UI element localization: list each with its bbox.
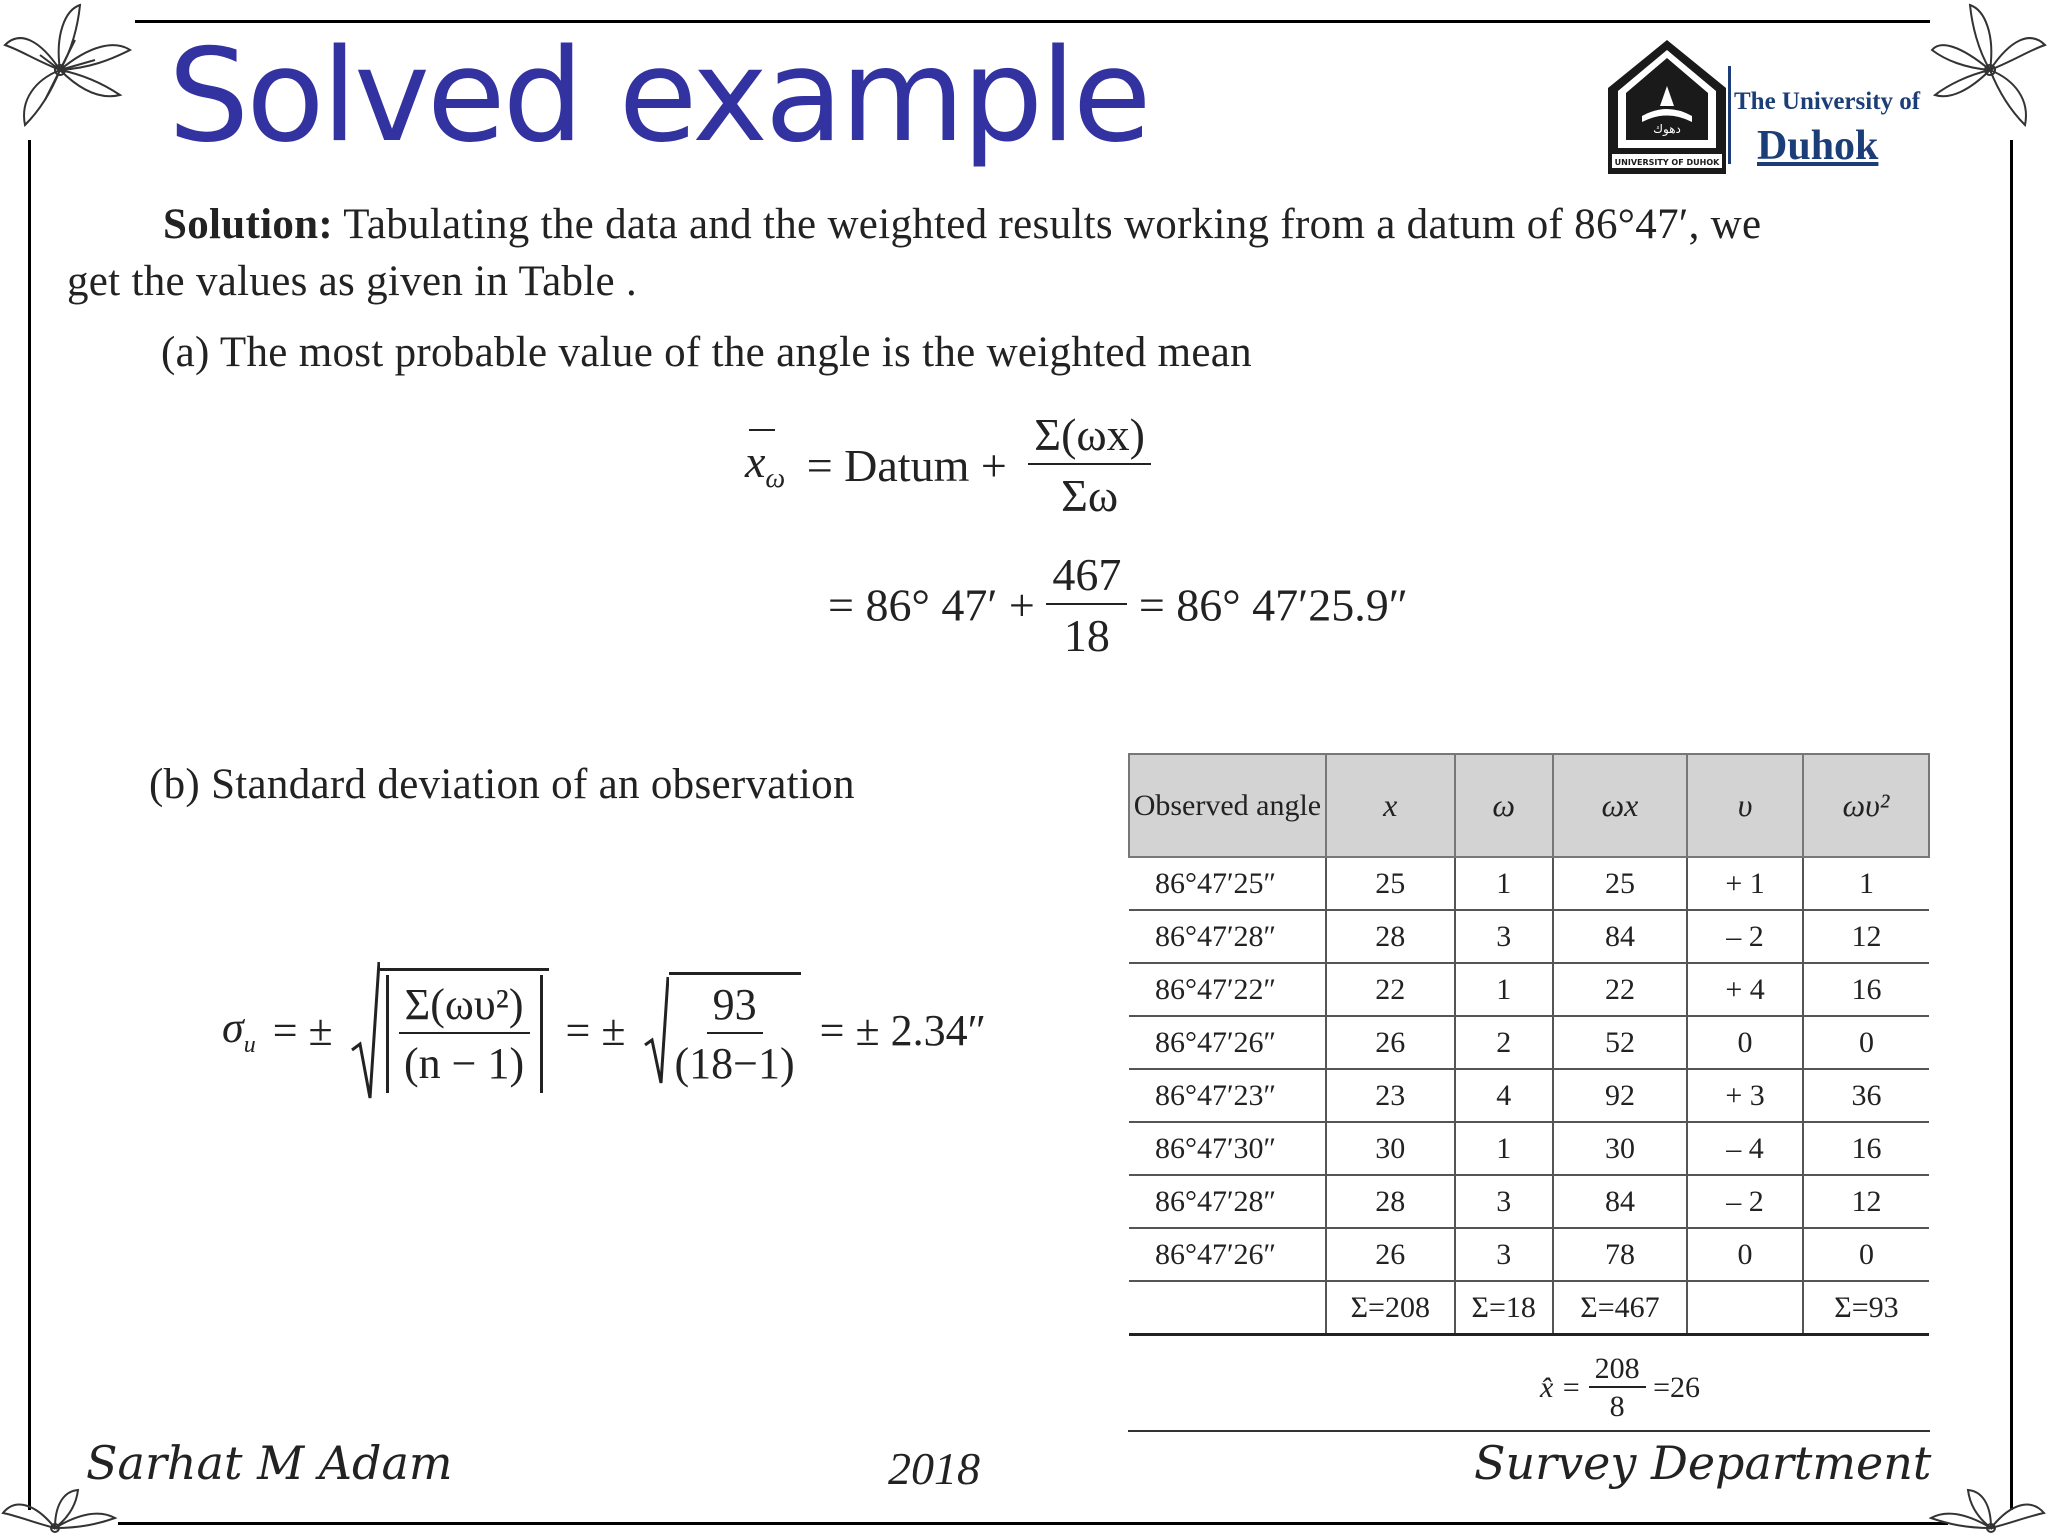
- sqrt-sign-icon-2: [643, 975, 669, 1085]
- equation-weighted-mean: [745, 408, 1151, 522]
- cell-omega-x: 84: [1553, 910, 1688, 963]
- cell-angle: 86°47′22″: [1129, 963, 1326, 1016]
- cell-omega: 4: [1455, 1069, 1553, 1122]
- equation-standard-deviation: [222, 960, 986, 1100]
- sigma-denominator: (n − 1): [404, 1038, 525, 1088]
- solution-line-2: get the values as given in Table .: [67, 258, 638, 305]
- xhat-numerator: 208: [1589, 1352, 1646, 1388]
- cell-angle: 86°47′26″: [1129, 1228, 1326, 1281]
- crest-arabic-text: دهوك: [1653, 122, 1681, 136]
- eq1-fraction: [1028, 408, 1151, 522]
- eq2-denominator: 18: [1063, 610, 1110, 661]
- cell-omega-upsilon-sq: 0: [1803, 1016, 1929, 1069]
- footer-author: Sarhat M Adam: [86, 1436, 453, 1490]
- cell-upsilon: + 1: [1687, 857, 1803, 910]
- sum-cell-omega-upsilon-sq: Σ=93: [1803, 1281, 1929, 1335]
- cell-omega: 3: [1455, 1175, 1553, 1228]
- sqrt-content-2: [669, 972, 801, 1089]
- cell-omega-x: 78: [1553, 1228, 1688, 1281]
- cell-omega-x: 84: [1553, 1175, 1688, 1228]
- header-omega-x: ωx: [1553, 754, 1688, 857]
- solution-label: Solution:: [163, 201, 333, 248]
- logo-university-of: The University of: [1734, 88, 1921, 115]
- header-omega: ω: [1455, 754, 1553, 857]
- table-row: [1129, 910, 1929, 963]
- cell-omega-upsilon-sq: 36: [1803, 1069, 1929, 1122]
- cell-x: 28: [1326, 1175, 1455, 1228]
- eq1-numerator: Σ(ωx): [1028, 408, 1151, 465]
- xhat-equation: [1540, 1352, 1700, 1424]
- sigma-fraction-2: [675, 979, 795, 1089]
- frame-right-line: [2010, 140, 2013, 1510]
- logo-duhok: Duhok: [1757, 123, 1879, 169]
- cell-omega: 1: [1455, 963, 1553, 1016]
- cell-upsilon: + 3: [1687, 1069, 1803, 1122]
- table-row: [1129, 963, 1929, 1016]
- sum-cell-angle: [1129, 1281, 1326, 1335]
- slide-title: Solved example: [168, 22, 1149, 171]
- cell-upsilon: 0: [1687, 1016, 1803, 1069]
- xhat-fraction: [1589, 1352, 1646, 1424]
- cell-angle: 86°47′26″: [1129, 1016, 1326, 1069]
- lily-flower-icon-top-left: [0, 0, 135, 140]
- frame-left-line: [28, 140, 31, 1510]
- solution-line-1: [163, 196, 1761, 253]
- cell-angle: 86°47′28″: [1129, 1175, 1326, 1228]
- header-observed-angle: Observed angle: [1129, 754, 1326, 857]
- logo-divider: [1728, 66, 1731, 164]
- eq1-overbar: [749, 429, 775, 431]
- header-upsilon: υ: [1687, 754, 1803, 857]
- cell-omega-upsilon-sq: 12: [1803, 1175, 1929, 1228]
- lily-flower-icon-bottom-right: [1926, 1488, 2048, 1536]
- table-header-row: [1129, 754, 1929, 857]
- eq1-xbar: $x_\omega$: [745, 435, 785, 495]
- table-sum-row: [1129, 1281, 1929, 1335]
- sigma-numerator-2: 93: [707, 979, 763, 1034]
- lily-flower-icon-bottom-left: [0, 1488, 120, 1536]
- cell-x: 23: [1326, 1069, 1455, 1122]
- sum-cell-x: Σ=208: [1326, 1281, 1455, 1335]
- cell-x: 26: [1326, 1228, 1455, 1281]
- sigma-fraction: [399, 979, 530, 1089]
- crest-badge-text: UNIVERSITY OF DUHOK: [1614, 158, 1720, 167]
- cell-upsilon: 0: [1687, 1228, 1803, 1281]
- footer-department: Survey Department: [1474, 1436, 1932, 1490]
- table-row: [1129, 1016, 1929, 1069]
- sum-cell-omega: Σ=18: [1455, 1281, 1553, 1335]
- sigma-result: = ± 2.34″: [819, 1005, 986, 1055]
- university-crest-icon: [1604, 36, 1730, 178]
- cell-omega-x: 92: [1553, 1069, 1688, 1122]
- cell-omega-x: 52: [1553, 1016, 1688, 1069]
- sigma-symbol: $\sigma_u$: [222, 1002, 256, 1058]
- lily-flower-icon-top-right: [1930, 0, 2048, 140]
- table-bottom-rule: [1128, 1430, 1930, 1432]
- cell-omega: 1: [1455, 1122, 1553, 1175]
- eq1-middle: = Datum +: [806, 439, 1007, 491]
- cell-angle: 86°47′30″: [1129, 1122, 1326, 1175]
- sum-cell-upsilon: [1687, 1281, 1803, 1335]
- eq2-right: = 86° 47′25.9″: [1138, 579, 1408, 631]
- cell-x: 26: [1326, 1016, 1455, 1069]
- part-a-heading: (a) The most probable value of the angle is the weighted mean: [161, 329, 1252, 376]
- sigma-denominator-2: (18−1): [674, 1038, 795, 1088]
- cell-omega-upsilon-sq: 0: [1803, 1228, 1929, 1281]
- sigma-bracket: [386, 975, 543, 1093]
- cell-upsilon: – 2: [1687, 910, 1803, 963]
- eq2-fraction: [1046, 548, 1127, 662]
- cell-upsilon: – 2: [1687, 1175, 1803, 1228]
- xhat-rhs: =26: [1653, 1371, 1700, 1404]
- cell-omega-x: 30: [1553, 1122, 1688, 1175]
- cell-x: 22: [1326, 963, 1455, 1016]
- table-row: [1129, 1175, 1929, 1228]
- eq2-numerator: 467: [1046, 548, 1127, 605]
- cell-angle: 86°47′25″: [1129, 857, 1326, 910]
- sqrt-content: [380, 968, 549, 1093]
- cell-omega: 3: [1455, 1228, 1553, 1281]
- sigma-eq-sign-2: = ±: [565, 1005, 626, 1055]
- table-row: [1129, 857, 1929, 910]
- solution-text-1: Tabulating the data and the weighted results working from a datum of 86°47′, we: [343, 201, 1762, 248]
- table-row: [1129, 1228, 1929, 1281]
- table-row: [1129, 1069, 1929, 1122]
- header-omega-upsilon-sq: ωυ²: [1803, 754, 1929, 857]
- cell-angle: 86°47′23″: [1129, 1069, 1326, 1122]
- footer-year: 2018: [888, 1443, 980, 1494]
- cell-omega: 1: [1455, 857, 1553, 910]
- cell-omega-upsilon-sq: 16: [1803, 963, 1929, 1016]
- cell-upsilon: – 4: [1687, 1122, 1803, 1175]
- sigma-eq-sign: = ±: [272, 1005, 333, 1055]
- cell-omega-x: 22: [1553, 963, 1688, 1016]
- eq2-left: = 86° 47′ +: [828, 579, 1035, 631]
- header-x: x: [1326, 754, 1455, 857]
- cell-omega-upsilon-sq: 12: [1803, 910, 1929, 963]
- cell-x: 28: [1326, 910, 1455, 963]
- frame-bottom-line: [118, 1522, 1948, 1525]
- table-row: [1129, 1122, 1929, 1175]
- sqrt-sign-icon: [350, 960, 380, 1100]
- cell-omega-upsilon-sq: 1: [1803, 857, 1929, 910]
- part-b-heading: (b) Standard deviation of an observation: [149, 761, 855, 808]
- observations-table: [1128, 753, 1930, 1336]
- xhat-denominator: 8: [1609, 1390, 1625, 1423]
- cell-x: 30: [1326, 1122, 1455, 1175]
- cell-omega: 3: [1455, 910, 1553, 963]
- sum-cell-omega-x: Σ=467: [1553, 1281, 1688, 1335]
- cell-x: 25: [1326, 857, 1455, 910]
- cell-omega-upsilon-sq: 16: [1803, 1122, 1929, 1175]
- equation-weighted-mean-value: [828, 548, 1408, 662]
- cell-omega-x: 25: [1553, 857, 1688, 910]
- eq1-denominator: Σω: [1061, 470, 1119, 521]
- xhat-lhs: x̂ =: [1540, 1371, 1582, 1404]
- cell-angle: 86°47′28″: [1129, 910, 1326, 963]
- cell-omega: 2: [1455, 1016, 1553, 1069]
- cell-upsilon: + 4: [1687, 963, 1803, 1016]
- sigma-numerator: Σ(ωυ²): [399, 979, 530, 1034]
